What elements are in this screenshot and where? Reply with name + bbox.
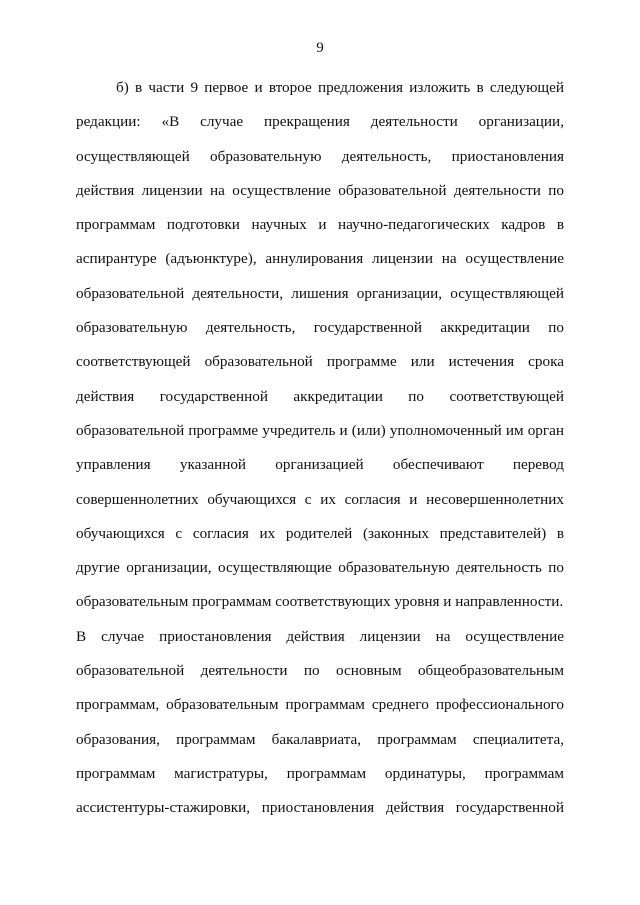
text-line: обучающихся с согласия их родителей (законных представителей) в [76,524,564,542]
text-line: действия лицензии на осуществление образовательной деятельности по [76,181,564,199]
text-line: управления указанной организацией обеспечивают перевод [76,456,564,474]
text-line: программам подготовки научных и научно-педагогических кадров в [76,216,564,234]
text-line: совершеннолетних обучающихся с их согласия и несовершеннолетних [76,490,564,508]
text-line: образовательным программам соответствующих уровня и направленности. [76,593,564,611]
text-line: программам магистратуры, программам ординатуры, программам [76,764,564,782]
text-line: другие организации, осуществляющие образовательную деятельность по [76,559,564,577]
text-line: образования, программам бакалавриата, программам специалитета, [76,730,564,748]
text-line: аспирантуре (адъюнктуре), аннулирования лицензии на осуществление [76,250,564,268]
text-line: б) в части 9 первое и второе предложения изложить в следующей [116,79,564,96]
text-line: соответствующей образовательной программе или истечения срока [76,353,564,371]
document-body [76,78,564,833]
text-line: образовательной программе учредитель и (или) уполномоченный им орган [76,421,564,439]
text-line: осуществляющей образовательную деятельность, приостановления [76,147,564,165]
page-number: 9 [316,40,324,56]
text-line: редакции: «В случае прекращения деятельности организации, [76,113,564,131]
text-line: В случае приостановления действия лицензии на осуществление [76,627,564,645]
text-line: ассистентуры-стажировки, приостановления действия государственной [76,799,564,817]
text-line: образовательную деятельность, государственной аккредитации по [76,319,564,337]
text-line: программам, образовательным программам среднего профессионального [76,696,564,714]
text-line: образовательной деятельности по основным общеобразовательным [76,662,564,680]
text-line: образовательной деятельности, лишения организации, осуществляющей [76,284,564,302]
text-line: действия государственной аккредитации по соответствующей [76,387,564,405]
